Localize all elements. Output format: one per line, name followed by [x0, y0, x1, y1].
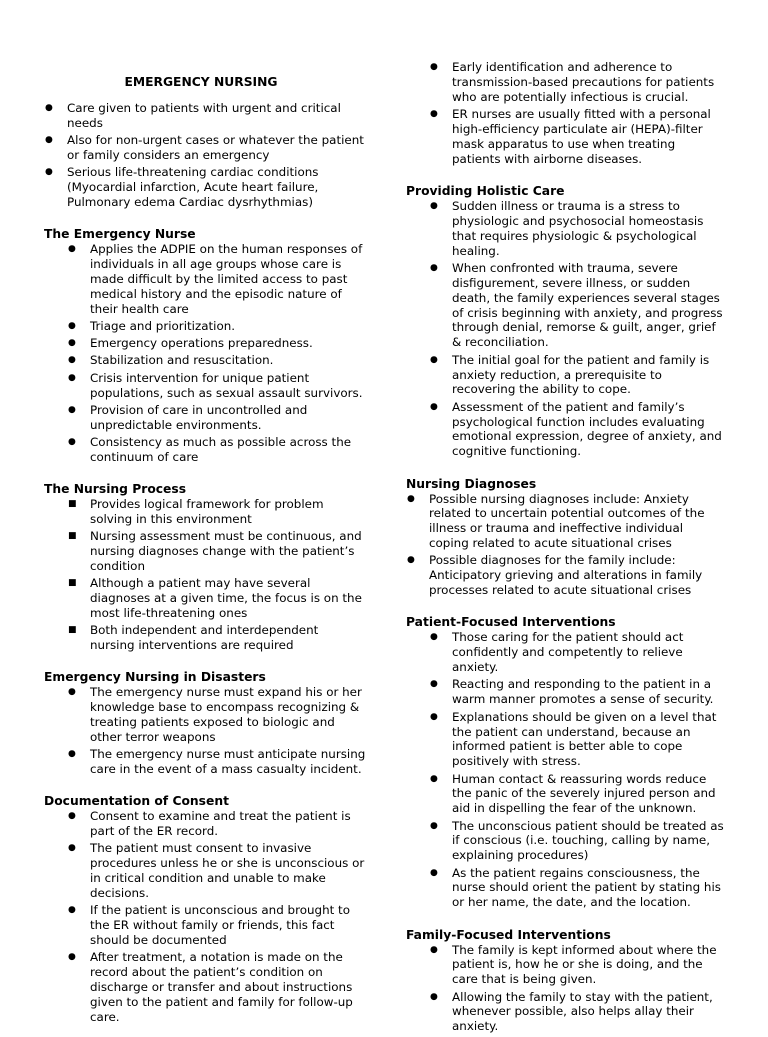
bullet-icon: ■ — [68, 625, 77, 636]
list-item: ● Consent to examine and treat the patient is part of the ER record. — [68, 809, 351, 839]
list-item: ● Those caring for the patient should act confidently and competently to relieve anxiety. — [430, 630, 684, 675]
bullet-icon: ● — [68, 687, 76, 698]
list-item: ● When confronted with trauma, severe disfigurement, severe illness, or sudden death, the family experiences several stages of crisis beginning with anxiety, and progress through denial, remorse & guilt, anger, grief & reconciliation. — [430, 260, 723, 350]
section-family-interventions — [406, 928, 726, 1035]
document-title: EMERGENCY NURSING — [124, 75, 278, 89]
bullet-icon: ● — [407, 555, 415, 566]
section-disasters — [44, 670, 366, 777]
bullet-icon: ● — [68, 321, 76, 332]
list-item: ● The emergency nurse must expand his or her knowledge base to encompass recognizing & treating patients exposed to biologic and other terror weapons — [68, 685, 362, 744]
list-item: ● Stabilization and resuscitation. — [68, 353, 274, 368]
bullet-icon: ● — [68, 372, 76, 383]
bullet-icon: ● — [68, 244, 76, 255]
top-list — [406, 60, 726, 167]
section-heading: Documentation of Consent — [44, 794, 229, 809]
section-emergency-nurse — [44, 227, 366, 464]
list-item: ■ Provides logical framework for problem solving in this environment — [68, 497, 324, 526]
bullet-icon: ● — [430, 354, 438, 365]
section-nursing-process — [44, 482, 366, 653]
list-item: ● The emergency nurse must anticipate nursing care in the event of a mass casualty incident. — [68, 747, 366, 777]
bullet-icon: ● — [68, 811, 76, 822]
left-column — [44, 60, 366, 1027]
list-item: ● Allowing the family to stay with the patient, whenever possible, also helps allay their anxiety. — [430, 989, 713, 1034]
list-item: ● The initial goal for the patient and family is anxiety reduction, a prerequisite to recovering the ability to cope. — [430, 352, 710, 397]
bullet-icon: ● — [45, 167, 53, 178]
bullet-icon: ● — [430, 632, 438, 643]
bullet-icon: ● — [430, 944, 438, 955]
bullet-icon: ● — [45, 135, 53, 146]
bullet-icon: ● — [430, 62, 438, 72]
section-heading: Patient-Focused Interventions — [406, 615, 616, 630]
list-item: ● Consistency as much as possible across the continuum of care — [68, 434, 352, 464]
section-heading: Emergency Nursing in Disasters — [44, 670, 266, 685]
section-heading: The Emergency Nurse — [44, 227, 196, 242]
section-documentation-consent — [44, 794, 366, 1025]
list-item: ● Assessment of the patient and family’s psychological function includes evaluating emotional expression, degree of anxiety, and cognitive functioning. — [430, 399, 722, 459]
bullet-icon: ● — [430, 773, 438, 784]
section-nursing-diagnoses — [406, 477, 726, 599]
bullet-icon: ● — [68, 338, 76, 349]
bullet-icon: ■ — [68, 531, 77, 542]
bullet-icon: ● — [45, 103, 53, 113]
list-item: ● If the patient is unconscious and brought to the ER without family or friends, this fact should be documented — [68, 903, 350, 948]
list-item: ● Possible diagnoses for the family include: Anticipatory grieving and alterations in family processes related to acute situational crises — [407, 553, 703, 598]
list-item: ● After treatment, a notation is made on the record about the patient’s condition on discharge or transfer and about instructions given to the patient and family for follow-up care. — [68, 950, 353, 1024]
bullet-icon: ● — [430, 867, 438, 878]
bullet-icon: ● — [68, 355, 76, 366]
section-heading: Nursing Diagnoses — [406, 476, 537, 491]
section-heading: Providing Holistic Care — [406, 183, 565, 198]
list-item: ● The family is kept informed about where the patient is, how he or she is doing, and the care that is being given. — [430, 942, 717, 987]
list-item: ● Reacting and responding to the patient in a warm manner promotes a sense of security. — [430, 677, 714, 707]
section-heading: Family-Focused Interventions — [406, 927, 611, 942]
bullet-icon: ● — [430, 991, 438, 1002]
bullet-icon: ● — [68, 749, 76, 760]
list-item: ● Serious life-threatening cardiac conditions (Myocardial infarction, Acute heart failure, Pulmonary edema Cardiac dysrhythmias) — [45, 165, 319, 210]
list-item: ● The patient must consent to invasive procedures unless he or she is unconscious or in critical condition and unable to make decisions. — [68, 841, 365, 901]
bullet-icon: ● — [407, 493, 415, 504]
intro-list — [44, 101, 366, 210]
list-item: ● The unconscious patient should be treated as if conscious (i.e. touching, calling by name, explaining procedures) — [430, 818, 724, 863]
bullet-icon: ● — [68, 436, 76, 447]
list-item: ● Emergency operations preparedness. — [68, 336, 313, 351]
bullet-icon: ● — [430, 109, 438, 120]
bullet-icon: ● — [68, 404, 76, 415]
list-item: ■ Nursing assessment must be continuous, and nursing diagnoses change with the patient’s condition — [68, 529, 362, 573]
list-item: ■ Although a patient may have several diagnoses at a given time, the focus is on the most life-threatening ones — [68, 576, 362, 620]
list-item: ● Care given to patients with urgent and critical needs — [45, 101, 341, 130]
list-item: ● Provision of care in uncontrolled and unpredictable environments. — [68, 402, 308, 432]
bullet-icon: ● — [430, 820, 438, 831]
list-item: ● Possible nursing diagnoses include: Anxiety related to uncertain potential outcomes of the illness or trauma and ineffective individual coping related to acute situational crises — [407, 491, 705, 551]
bullet-icon: ● — [68, 905, 76, 916]
list-item: ● Human contact & reassuring words reduce the panic of the severely injured person and aid in dispelling the fear of the unknown. — [430, 771, 716, 816]
bullet-icon: ■ — [68, 578, 77, 589]
bullet-icon: ● — [68, 952, 76, 963]
section-heading: The Nursing Process — [44, 482, 187, 496]
bullet-icon: ● — [430, 200, 438, 211]
list-item: ● Crisis intervention for unique patient populations, such as sexual assault survivors. — [68, 370, 363, 400]
list-item: ● As the patient regains consciousness, the nurse should orient the patient by stating his or her name, the date, and the location. — [430, 865, 721, 910]
list-item: ● Triage and prioritization. — [68, 319, 236, 334]
list-item: ● Explanations should be given on a level that the patient can understand, because an informed patient is better able to cope positively with stress. — [430, 709, 717, 769]
list-item: ● Sudden illness or trauma is a stress to physiologic and psychosocial homeostasis that requires physiologic & psychological healing. — [430, 198, 704, 258]
list-item: ● Also for non-urgent cases or whatever the patient or family considers an emergency — [45, 133, 364, 163]
bullet-icon: ● — [430, 262, 438, 273]
bullet-icon: ■ — [68, 499, 77, 509]
list-item: ● Applies the ADPIE on the human responses of individuals in all age groups whose care is made difficult by the limited access to past medical history and the episodic nature of their health care — [68, 242, 363, 316]
list-item: ● ER nurses are usually fitted with a personal high-efficiency particulate air (HEPA)-filter mask apparatus to use when treating patients with airborne diseases. — [430, 107, 711, 166]
section-holistic-care — [406, 184, 726, 459]
bullet-icon: ● — [430, 711, 438, 722]
list-item: ■ Both independent and interdependent nursing interventions are required — [68, 623, 319, 653]
right-column — [406, 60, 726, 1037]
bullet-icon: ● — [68, 843, 76, 854]
bullet-icon: ● — [430, 679, 438, 690]
bullet-icon: ● — [430, 401, 438, 412]
section-patient-interventions — [406, 615, 726, 910]
list-item: ● Early identification and adherence to transmission-based precautions for patients who are potentially infectious is crucial. — [430, 60, 715, 104]
